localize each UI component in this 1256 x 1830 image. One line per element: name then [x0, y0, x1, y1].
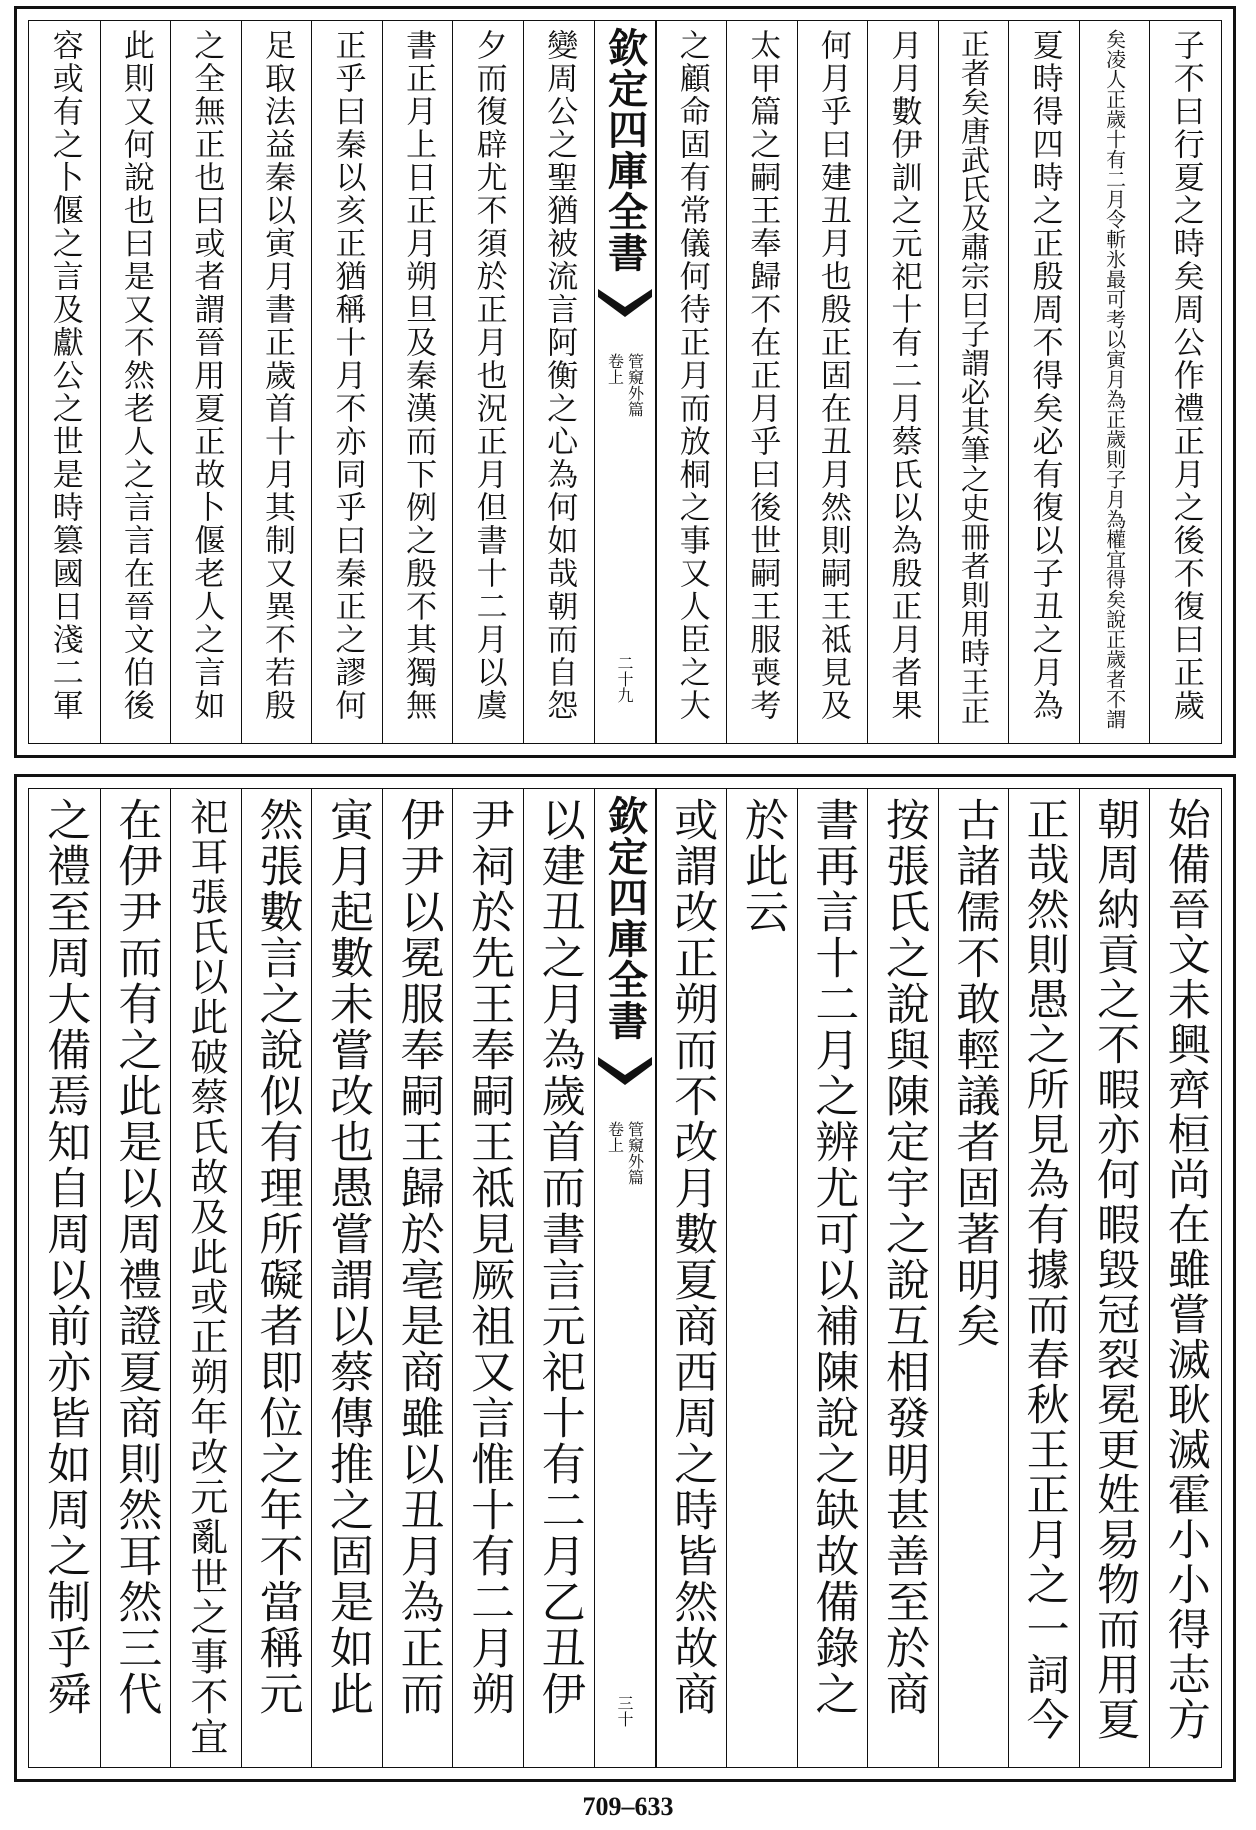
text-column: [170, 21, 241, 743]
running-head: [594, 789, 656, 1767]
bottom-page: [14, 774, 1236, 1782]
column-text: 正乎曰秦以亥正猶稱十月不亦同乎曰秦正之謬何: [329, 29, 366, 722]
column-text: 書再言十二月之辨尤可以補陳說之缺故備錄之: [807, 797, 859, 1717]
column-text: 月月數伊訓之元祀十有二月蔡氏以為殷正月者果: [885, 29, 922, 722]
text-column: [938, 789, 1009, 1767]
column-text: 於此云: [736, 797, 788, 935]
column-text: 此則又何說也曰是又不然老人之言言在晉文伯後: [117, 29, 154, 722]
text-column: [311, 21, 382, 743]
column-text: 足取法益秦以寅月書正歲首十月其制又異不若殷: [258, 29, 295, 722]
column-text: 矣凌人正歲十有二月令斬氷最可考以寅月為正歲則子月為權宜得矣說正歲者不謂: [1102, 29, 1127, 729]
text-column: [452, 789, 523, 1767]
text-column: [241, 789, 312, 1767]
running-head-volume: 卷上: [605, 1121, 625, 1153]
text-column: [1079, 21, 1150, 743]
text-column: [726, 21, 797, 743]
catalog-page-number: 709–633: [582, 1792, 674, 1821]
column-text: 朝周納貢之不暇亦何暇毀冠裂冕更姓易物而用夏: [1090, 797, 1141, 1742]
column-text: 始備晉文未興齊桓尚在雖嘗滅耿滅霍小小得志方: [1160, 797, 1211, 1742]
running-head-title: 欽定四庫全書: [601, 795, 649, 1041]
column-text: 子不曰行夏之時矣周公作禮正月之後不復曰正歲: [1167, 29, 1204, 722]
text-column: [797, 21, 868, 743]
column-text: 按張氏之說與陳定宇之說互相發明甚善至於商: [877, 797, 929, 1717]
column-text: 之禮至周大備焉知自周以前亦皆如周之制乎舜: [39, 797, 91, 1717]
text-column: [938, 21, 1009, 743]
column-text: 夏時得四時之正殷周不得矣必有復以子丑之月為: [1026, 29, 1063, 722]
column-text: 伊尹以冕服奉嗣王歸於亳是商雖以丑月為正而: [392, 797, 444, 1717]
text-column: [382, 21, 453, 743]
text-column: [867, 21, 938, 743]
column-text: 太甲篇之嗣王奉歸不在正月乎曰後世嗣王服喪考: [744, 29, 781, 722]
text-column: [523, 21, 594, 743]
text-column: [29, 21, 100, 743]
running-head-volume: 卷上: [605, 353, 625, 385]
column-text: 或謂改正朔而不改月數夏商西周之時皆然故商: [666, 797, 718, 1717]
running-head-book-title: 管窺外篇: [625, 1121, 645, 1185]
column-text: 正哉然則愚之所見為有據而春秋王正月之一詞今: [1019, 797, 1070, 1742]
column-text: 正者矣唐武氏及肅宗曰子謂必其筆之史冊者則用時王正: [957, 29, 992, 725]
text-column: [29, 789, 100, 1767]
text-column: [523, 789, 594, 1767]
running-head-book: [607, 353, 643, 417]
running-head-title: 欽定四庫全書: [601, 27, 649, 273]
folio-number: 二十九: [615, 655, 634, 703]
text-column: [1079, 789, 1150, 1767]
column-text: 何月乎曰建丑月也殷正固在丑月然則嗣王祗見及: [814, 29, 851, 722]
column-text: 變周公之聖猶被流言阿衡之心為何如哉朝而自怨: [541, 29, 578, 722]
text-column: [170, 789, 241, 1767]
text-column: [1008, 789, 1079, 1767]
fish-tail-ornament-icon: [594, 283, 656, 323]
running-head: [594, 21, 656, 743]
column-text: 之全無正也曰或者謂晉用夏正故卜偃老人之言如: [188, 29, 225, 722]
column-text: 寅月起數未嘗改也愚嘗謂以蔡傳推之固是如此: [322, 797, 374, 1717]
text-column: [452, 21, 523, 743]
text-column: [100, 21, 171, 743]
fish-tail-ornament-icon: [594, 1051, 656, 1091]
column-text: 以建丑之月為歲首而書言元祀十有二月乙丑伊: [533, 797, 585, 1717]
text-column: [100, 789, 171, 1767]
text-column: [797, 789, 868, 1767]
column-text: 在伊尹而有之此是以周禮證夏商則然耳然三代: [110, 797, 162, 1717]
text-column: [1149, 21, 1220, 743]
bottom-page-text-frame: [28, 788, 1222, 1768]
column-text: 之顧命固有常儀何待正月而放桐之事又人臣之大: [673, 29, 710, 722]
text-column: [656, 789, 727, 1767]
running-head-book-title: 管窺外篇: [625, 353, 645, 417]
top-page-text-frame: [28, 20, 1222, 744]
running-head-book: [607, 1121, 643, 1185]
text-column: [656, 21, 727, 743]
text-column: [311, 789, 382, 1767]
column-text: 夕而復辟尤不須於正月也況正月但書十二月以虞: [470, 29, 507, 722]
column-text: 祀耳張氏以此破蔡氏故及此或正朔年改元亂世之事不宜: [183, 797, 228, 1757]
folio-number: 三十: [615, 1695, 634, 1727]
text-column: [1008, 21, 1079, 743]
column-text: 然張數言之說似有理所礙者即位之年不當稱元: [251, 797, 303, 1717]
column-text: 容或有之卜偃之言及獻公之世是時篡國日淺二軍: [46, 29, 83, 722]
text-column: [382, 789, 453, 1767]
text-column: [241, 21, 312, 743]
text-column: [1149, 789, 1220, 1767]
text-column: [867, 789, 938, 1767]
column-text: 古諸儒不敢輕議者固著明矣: [948, 797, 1000, 1349]
column-text: 尹祠於先王奉嗣王祗見厥祖又言惟十有二月朔: [463, 797, 515, 1717]
top-page: [14, 6, 1236, 758]
text-column: [726, 789, 797, 1767]
column-text: 書正月上日正月朔旦及秦漢而下例之殷不其獨無: [400, 29, 437, 722]
